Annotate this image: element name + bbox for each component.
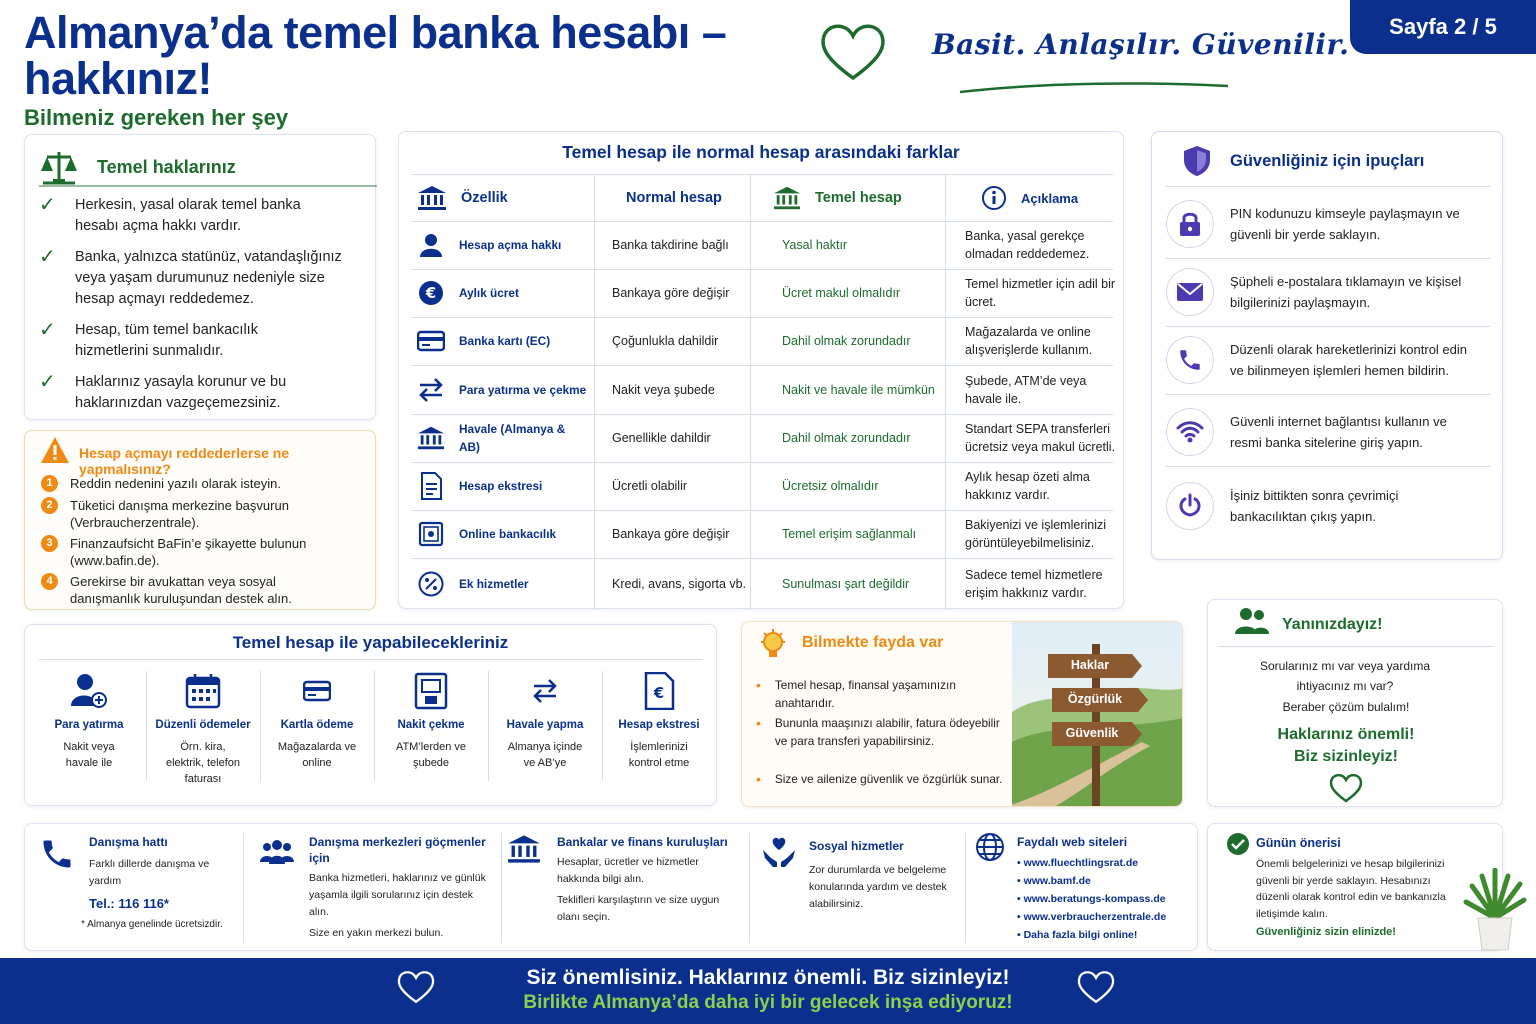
sign-rights: Haklar <box>1070 658 1110 672</box>
transfer-arrows-icon <box>489 671 601 711</box>
table-cell-note: Banka, yasal gerekçe olmadan reddedemez. <box>965 229 1090 261</box>
column-header-normal: Normal hesap <box>626 190 722 206</box>
signpost-illustration <box>1012 622 1183 807</box>
safe-icon <box>417 521 445 547</box>
support-highlight: Haklarınız önemli! Biz sizinleyiz! <box>1277 726 1415 765</box>
website-link[interactable]: • Daha fazla bilgi online! <box>1017 929 1138 941</box>
can-do-item: Düzenli ödemeler Örn. kira, elektrik, telefon faturası <box>147 671 259 787</box>
table-cell-normal: Banka takdirine bağlı <box>612 238 729 252</box>
check-circle-icon <box>1226 832 1250 856</box>
website-link[interactable]: • www.fluechtlingsrat.de <box>1017 857 1139 869</box>
rights-item: ✓ Hesap, tüm temel bankacılık hizmetlerini sunmalıdır. <box>39 320 305 362</box>
heart-icon <box>1328 772 1364 804</box>
percent-icon <box>417 571 445 597</box>
table-cell-basic: Nakit ve havale ile mümkün <box>782 382 935 397</box>
person-add-icon <box>33 671 145 711</box>
centers-section: Danışma merkezleri göçmenler için Banka hizmetleri, haklarınız ve günlük yaşamla ilgili sorularınız için destek alın. Size en yakın merkezi bulun. <box>309 835 486 939</box>
know-item: • Size ve ailenize güvenlik ve özgürlük sunar. <box>756 771 1003 787</box>
hands-heart-icon <box>761 836 797 868</box>
bank-icon <box>507 834 541 864</box>
table-cell-note: Standart SEPA transferleri ücretsiz veya makul ücretli. <box>965 422 1116 454</box>
card-icon <box>417 330 445 352</box>
table-cell-basic: Sunulması şart değildir <box>782 577 910 591</box>
sign-freedom: Özgürlük <box>1067 692 1123 706</box>
bottom-banner <box>0 958 1536 1024</box>
info-icon <box>981 185 1007 211</box>
document-icon <box>417 472 445 500</box>
euro-document-icon <box>603 671 715 711</box>
calendar-icon <box>147 671 259 711</box>
table-cell-feature: Para yatırma ve çekme <box>417 365 589 414</box>
rights-title: Temel haklarınız <box>97 157 236 177</box>
table-cell-normal: Nakit veya şubede <box>612 382 715 397</box>
check-icon: ✓ <box>39 246 56 268</box>
rights-card <box>24 134 376 420</box>
table-cell-note: Temel hizmetler için adil bir ücret. <box>965 277 1116 309</box>
scales-icon <box>39 149 79 187</box>
table-cell-normal: Bankaya göre değişir <box>612 286 730 300</box>
tip-text: Önemli belgelerinizi ve hesap bilgilerinizi güvenli bir yerde saklayın. Hesabınızı düzenli olarak kontrol edin ve bankanızla iletişimde kalın. <box>1256 858 1446 920</box>
plant-illustration <box>1462 868 1528 952</box>
support-text-2: Beraber çözüm bulalım! <box>1282 700 1410 714</box>
banner-line-2: Birlikte Almanya’da daha iyi bir gelecek inşa ediyoruz! <box>523 992 1013 1013</box>
tip-title: Günün önerisi <box>1256 836 1341 850</box>
rights-item: ✓ Haklarınız yasayla korunur ve bu haklarınızdan vazgeçemezsiniz. <box>39 372 325 414</box>
table-cell-feature: Banka kartı (EC) <box>417 317 589 365</box>
table-cell-basic: Ücret makul olmalıdır <box>782 286 901 300</box>
can-do-title: Temel hesap ile yapabilecekleriniz <box>232 633 509 652</box>
banner-line-1: Siz önemlisiniz. Haklarınız önemli. Biz sizinleyiz! <box>526 966 1010 989</box>
good-to-know-card <box>741 621 1183 807</box>
shield-icon <box>1182 144 1212 178</box>
security-tip: İşiniz bittikten sonra çevrimiçi bankacılıktan çıkış yapın. <box>1166 482 1470 530</box>
table-cell-feature: Hesap açma hakkı <box>417 221 589 269</box>
can-do-item: Havale yapma Almanya içinde ve AB’ye <box>489 671 601 771</box>
people-icon <box>1234 606 1270 636</box>
svg-text:€: € <box>653 684 665 702</box>
know-item: • Temel hesap, finansal yaşamınızın anahtarıdır. <box>756 677 956 710</box>
can-do-item: Para yatırma Nakit veya havale ile <box>33 671 145 771</box>
table-cell-feature: Havale (Almanya & AB) <box>417 414 589 462</box>
table-cell-basic: Dahil olmak zorundadır <box>782 334 911 348</box>
refusal-title: Hesap açmayı reddederlerse ne yapmalısınız? <box>79 445 290 477</box>
rights-item: ✓ Banka, yalnızca statünüz, vatandaşlığınız veya yaşam durumunuz nedeniyle size hesap açmayı reddedemez. <box>39 247 365 310</box>
table-cell-note: Şubede, ATM’de veya havale ile. <box>965 373 1087 406</box>
bank-icon <box>773 185 801 211</box>
know-title: Bilmekte fayda var <box>802 634 944 651</box>
card-icon <box>261 671 373 711</box>
group-icon <box>259 838 295 866</box>
heart-icon <box>1076 968 1116 1006</box>
mail-icon <box>1166 268 1214 316</box>
hotline-section: Danışma hattı Farklı dillerde danışma ve yardım Tel.: 116 116* * Almanya genelinde ücretsizdir. <box>89 834 229 932</box>
security-tip: PIN kodunuzu kimseyle paylaşmayın ve güvenli bir yerde saklayın. <box>1166 200 1470 248</box>
table-title: Temel hesap ile normal hesap arasındaki farklar <box>562 142 960 162</box>
hotline-phone[interactable]: Tel.: 116 116* <box>89 896 169 911</box>
security-title: Güvenliğiniz için ipuçları <box>1230 152 1425 170</box>
support-card <box>1207 599 1503 807</box>
refusal-card <box>24 430 376 610</box>
person-icon <box>417 232 445 258</box>
support-title: Yanınızdayız! <box>1282 616 1383 633</box>
lightbulb-icon <box>758 628 788 662</box>
can-do-item: € Hesap ekstresi İşlemlerinizi kontrol etme <box>603 671 715 771</box>
table-cell-normal: Kredi, avans, sigorta vb. <box>612 577 747 591</box>
tip-highlight: Güvenliğiniz sizin elinizde! <box>1256 926 1396 938</box>
table-cell-basic: Ücretsiz olmalıdır <box>782 479 879 493</box>
page-subtitle: Bilmeniz gereken her şey <box>24 105 289 130</box>
security-card <box>1151 131 1503 560</box>
table-cell-basic: Yasal haktır <box>782 238 848 252</box>
table-cell-feature: Online bankacılık <box>417 510 589 558</box>
table-cell-feature: Hesap ekstresi <box>417 462 589 510</box>
sign-security: Güvenlik <box>1065 726 1119 740</box>
heart-icon <box>818 20 888 84</box>
wifi-icon <box>1166 408 1214 456</box>
social-section: Sosyal hizmetler Zor durumlarda ve belgeleme konularında yardım ve destek alabilirsiniz. <box>809 839 947 910</box>
power-icon <box>1166 482 1214 530</box>
banks-section: Bankalar ve finans kuruluşları Hesaplar, ücretler ve hizmetler hakkında bilgi alın. Teklifleri karşılaştırın ve size uygun olanı seçin. <box>557 835 728 923</box>
can-do-item: Nakit çekme ATM’lerden ve şubede <box>375 671 487 771</box>
check-icon: ✓ <box>39 371 56 393</box>
comparison-table <box>398 131 1124 609</box>
transfer-arrows-icon <box>417 377 445 403</box>
table-cell-normal: Genellikle dahildir <box>612 431 711 445</box>
table-cell-normal: Bankaya göre değişir <box>612 527 730 541</box>
website-link[interactable]: • www.bamf.de <box>1017 875 1091 887</box>
table-cell-note: Sadece temel hizmetlere erişim hakkınız vardır. <box>965 568 1103 600</box>
table-cell-note: Bakiyenizi ve işlemlerinizi görüntüleyebilmelisiniz. <box>965 518 1107 550</box>
table-cell-note: Mağazalarda ve online alışverişlerde kullanım. <box>965 325 1093 357</box>
table-cell-feature: € Aylık ücret <box>417 269 589 317</box>
know-item: • Bununla maaşınızı alabilir, fatura ödeyebilir ve para transferi yapabilirsiniz. <box>756 715 1000 748</box>
table-cell-normal: Çoğunlukla dahildir <box>612 334 719 348</box>
column-header-note: Açıklama <box>981 174 1078 222</box>
website-link[interactable]: • www.verbraucherzentrale.de <box>1017 911 1167 923</box>
can-do-item: Kartla ödeme Mağazalarda ve online <box>261 671 373 771</box>
column-header-basic: Temel hesap <box>773 174 902 222</box>
rights-item: ✓ Herkesin, yasal olarak temel banka hesabı açma hakkı vardır. <box>39 195 339 237</box>
website-link[interactable]: • www.beratungs-kompass.de <box>1017 893 1166 905</box>
security-tip: Şüpheli e-postalara tıklamayın ve kişisel bilgilerinizi paylaşmayın. <box>1166 268 1470 316</box>
warning-icon <box>39 435 71 465</box>
table-cell-note: Aylık hesap özeti alma hakkınız vardır. <box>965 470 1090 502</box>
table-cell-basic: Dahil olmak zorundadır <box>782 431 911 445</box>
table-cell-basic: Temel erişim sağlanmalı <box>782 527 917 541</box>
refusal-step: 4 Gerekirse bir avukattan veya sosyal danışmanlık kuruluşundan destek alın. <box>41 573 361 607</box>
svg-text:€: € <box>425 284 437 302</box>
table-cell-normal: Ücretli olabilir <box>612 479 688 493</box>
check-icon: ✓ <box>39 319 56 341</box>
security-tip: Düzenli olarak hareketlerinizi kontrol edin ve bilinmeyen işlemleri hemen bildirin. <box>1166 336 1470 384</box>
tip-card <box>1207 823 1503 951</box>
globe-icon <box>975 832 1005 862</box>
phone-icon <box>1166 336 1214 384</box>
slogan: Basit. Anlaşılır. Güvenilir. <box>932 28 1350 61</box>
euro-icon <box>417 280 445 306</box>
refusal-step: 2 Tüketici danışma merkezine başvurun (Verbraucherzentrale). <box>41 497 341 531</box>
check-icon: ✓ <box>39 194 56 216</box>
table-cell-feature: Ek hizmetler <box>417 558 589 610</box>
footer-resources <box>24 823 1198 951</box>
bank-icon <box>417 425 445 451</box>
refusal-step: 3 Finanzaufsicht BaFin’e şikayette bulunun (www.bafin.de). <box>41 535 341 569</box>
support-text: Sorularınız mı var veya yardıma ihtiyacınız mı var? <box>1259 659 1431 693</box>
lock-icon <box>1166 200 1214 248</box>
phone-icon <box>39 836 75 872</box>
bank-icon <box>417 185 447 211</box>
can-do-card <box>24 624 717 806</box>
slogan-underline <box>958 80 1230 96</box>
heart-icon <box>396 968 436 1006</box>
rights-divider <box>39 185 377 187</box>
websites-section: Faydalı web siteleri • www.fluechtlingsrat.de • www.bamf.de • www.beratungs-kompass.de • www.verbraucherzentrale.de • Daha fazla bilgi online! <box>1017 834 1187 944</box>
page-title: Almanya’da temel banka hesabı – hakkınız! <box>24 7 727 104</box>
column-header-feature: Özellik <box>417 174 508 222</box>
security-tip: Güvenli internet bağlantısı kullanın ve resmi banka sitelerine giriş yapın. <box>1166 408 1470 456</box>
refusal-step: 1 Reddin nedenini yazılı olarak isteyin. <box>41 475 281 492</box>
atm-icon <box>375 671 487 711</box>
page-indicator: Sayfa 2 / 5 <box>1350 0 1536 54</box>
